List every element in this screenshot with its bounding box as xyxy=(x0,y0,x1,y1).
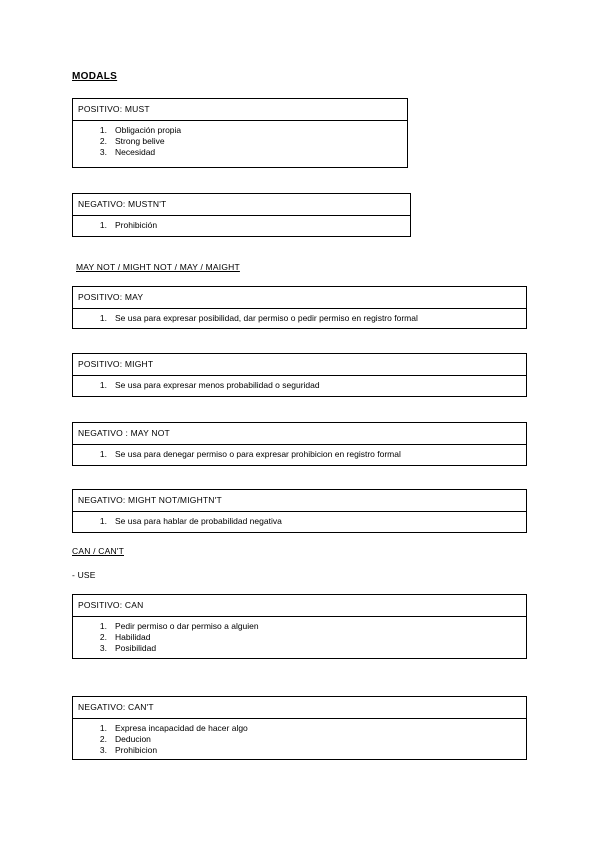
item-number: 1. xyxy=(99,125,107,135)
item-list xyxy=(73,376,526,395)
box-negativo-may-not xyxy=(72,422,527,466)
list-item xyxy=(73,147,407,158)
list-item xyxy=(73,136,407,147)
item-text: Posibilidad xyxy=(115,643,157,653)
list-item xyxy=(73,449,526,460)
use-label: - USE xyxy=(72,570,96,580)
list-item xyxy=(73,632,526,643)
box-header: POSITIVO: CAN xyxy=(73,595,526,617)
item-text: Prohibicion xyxy=(115,745,158,755)
item-list xyxy=(73,309,526,328)
box-header: NEGATIVO: MIGHT NOT/MIGHTN'T xyxy=(73,490,526,512)
page-title: MODALS xyxy=(72,71,118,82)
item-text: Se usa para expresar posibilidad, dar permiso o pedir permiso en registro formal xyxy=(115,313,418,323)
box-header: NEGATIVO : MAY NOT xyxy=(73,423,526,445)
section-heading-can: CAN / CAN'T xyxy=(72,546,124,556)
list-item xyxy=(73,621,526,632)
box-header: NEGATIVO: CAN'T xyxy=(73,697,526,719)
item-number: 1. xyxy=(99,621,107,631)
box-header: POSITIVO: MUST xyxy=(73,99,407,121)
box-negativo-mustnt xyxy=(72,193,411,237)
item-number: 1. xyxy=(99,220,107,230)
item-list xyxy=(73,216,410,235)
list-item xyxy=(73,380,526,391)
item-text: Pedir permiso o dar permiso a alguien xyxy=(115,621,259,631)
box-header: POSITIVO: MIGHT xyxy=(73,354,526,376)
item-number: 3. xyxy=(99,147,107,157)
item-text: Habilidad xyxy=(115,632,151,642)
item-number: 1. xyxy=(99,449,107,459)
item-number: 1. xyxy=(99,516,107,526)
list-item xyxy=(73,734,526,745)
item-text: Obligación propia xyxy=(115,125,182,135)
list-item xyxy=(73,745,526,756)
item-number: 1. xyxy=(99,380,107,390)
box-negativo-might-not xyxy=(72,489,527,533)
item-text: Prohibición xyxy=(115,220,158,230)
item-number: 2. xyxy=(99,136,107,146)
list-item xyxy=(73,643,526,654)
item-number: 3. xyxy=(99,643,107,653)
item-list xyxy=(73,617,526,658)
item-list xyxy=(73,719,526,760)
box-positivo-can xyxy=(72,594,527,659)
item-text: Se usa para expresar menos probabilidad o seguridad xyxy=(115,380,320,390)
box-positivo-must xyxy=(72,98,408,168)
item-number: 1. xyxy=(99,723,107,733)
item-number: 2. xyxy=(99,632,107,642)
item-list xyxy=(73,121,407,162)
item-text: Necesidad xyxy=(115,147,156,157)
item-number: 1. xyxy=(99,313,107,323)
item-text: Expresa incapacidad de hacer algo xyxy=(115,723,248,733)
item-text: Strong belive xyxy=(115,136,165,146)
box-positivo-may xyxy=(72,286,527,329)
box-header: NEGATIVO: MUSTN'T xyxy=(73,194,410,216)
list-item xyxy=(73,313,526,324)
item-number: 2. xyxy=(99,734,107,744)
box-header: POSITIVO: MAY xyxy=(73,287,526,309)
list-item xyxy=(73,125,407,136)
item-text: Se usa para denegar permiso o para expresar prohibicion en registro formal xyxy=(115,449,401,459)
list-item xyxy=(73,723,526,734)
list-item xyxy=(73,220,410,231)
item-list xyxy=(73,512,526,531)
item-text: Se usa para hablar de probabilidad negativa xyxy=(115,516,282,526)
box-negativo-cant xyxy=(72,696,527,760)
section-heading-may: MAY NOT / MIGHT NOT / MAY / MAIGHT xyxy=(76,262,240,272)
list-item xyxy=(73,516,526,527)
item-number: 3. xyxy=(99,745,107,755)
item-text: Deducion xyxy=(115,734,151,744)
item-list xyxy=(73,445,526,464)
box-positivo-might xyxy=(72,353,527,397)
